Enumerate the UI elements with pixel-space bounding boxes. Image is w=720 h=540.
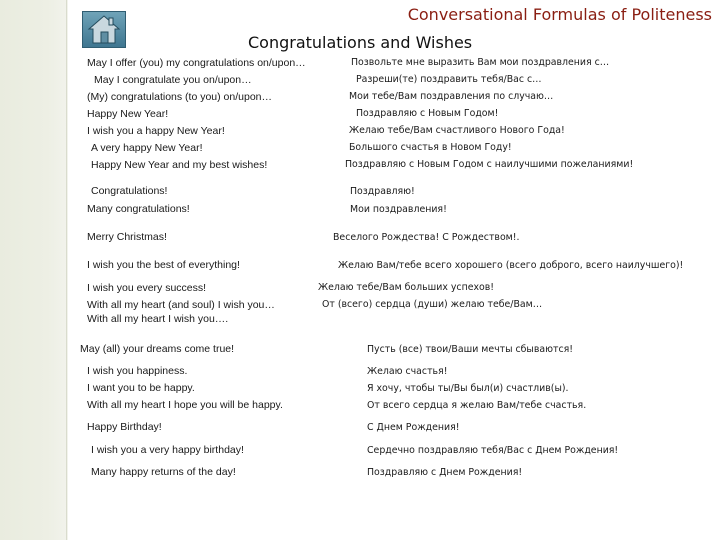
sidebar-divider	[66, 0, 67, 540]
phrase-ru: Поздравляю с Новым Годом с наилучшими пожеланиями!	[345, 159, 634, 170]
phrase-en: I wish you happiness.	[87, 365, 188, 377]
phrase-ru: Мои поздравления!	[350, 204, 447, 215]
phrase-ru: Мои тебе/Вам поздравления по случаю…	[349, 91, 554, 102]
phrase-en: I wish you every success!	[87, 282, 207, 294]
phrase-ru: Веселого Рождества! С Рождеством!.	[333, 232, 520, 243]
phrase-en: I wish you the best of everything!	[87, 259, 240, 271]
phrase-en: I wish you a very happy birthday!	[91, 444, 244, 456]
phrase-ru: От (всего) сердца (души) желаю тебе/Вам…	[322, 299, 543, 310]
phrase-ru: Я хочу, чтобы ты/Вы был(и) счастлив(ы).	[367, 383, 569, 394]
phrase-en: Happy New Year!	[87, 108, 169, 120]
phrase-ru: Желаю тебе/Вам больших успехов!	[318, 282, 495, 293]
phrase-en: Many congratulations!	[87, 203, 190, 215]
phrase-ru: С Днем Рождения!	[367, 422, 460, 433]
phrase-ru: Большого счастья в Новом Году!	[349, 142, 512, 153]
phrase-en: May (all) your dreams come true!	[80, 343, 235, 355]
phrase-en: May I offer (you) my congratulations on/upon…	[87, 57, 306, 69]
phrase-en: With all my heart I wish you….	[87, 313, 229, 325]
phrase-en: I wish you a happy New Year!	[87, 125, 225, 137]
phrase-ru: Сердечно поздравляю тебя/Вас с Днем Рождения!	[367, 445, 619, 456]
phrase-en: With all my heart I hope you will be happy.	[87, 399, 283, 411]
phrase-en: Congratulations!	[91, 185, 168, 197]
home-icon	[87, 14, 121, 45]
phrase-ru: Поздравляю!	[350, 186, 415, 197]
phrase-en: A very happy New Year!	[91, 142, 203, 154]
phrase-en: With all my heart (and soul) I wish you…	[87, 299, 275, 311]
phrase-en: Happy New Year and my best wishes!	[91, 159, 268, 171]
phrase-en: Merry Christmas!	[87, 231, 167, 243]
slide-subtitle: Congratulations and Wishes	[248, 33, 473, 52]
phrase-ru: Пусть (все) твои/Ваши мечты сбываются!	[367, 344, 573, 355]
phrase-en: Happy Birthday!	[87, 421, 162, 433]
phrase-ru: Желаю счастья!	[367, 366, 448, 377]
phrase-ru: Разреши(те) поздравить тебя/Вас с…	[356, 74, 542, 85]
phrase-ru: Позвольте мне выразить Вам мои поздравления с…	[351, 57, 610, 68]
phrase-ru: Поздравляю с Новым Годом!	[356, 108, 499, 119]
phrase-en: I want you to be happy.	[87, 382, 195, 394]
slide-sidebar	[0, 0, 68, 540]
phrase-ru: Поздравляю с Днем Рождения!	[367, 467, 523, 478]
phrase-ru: От всего сердца я желаю Вам/тебе счастья.	[367, 400, 587, 411]
phrase-ru: Желаю Вам/тебе всего хорошего (всего доброго, всего наилучшего)!	[338, 260, 684, 271]
phrase-en: Many happy returns of the day!	[91, 466, 236, 478]
slide-title: Conversational Formulas of Politeness	[407, 5, 712, 24]
phrase-ru: Желаю тебе/Вам счастливого Нового Года!	[349, 125, 565, 136]
home-button[interactable]	[82, 11, 126, 48]
phrase-en: (My) congratulations (to you) on/upon…	[87, 91, 273, 103]
phrase-en: May I congratulate you on/upon…	[94, 74, 252, 86]
